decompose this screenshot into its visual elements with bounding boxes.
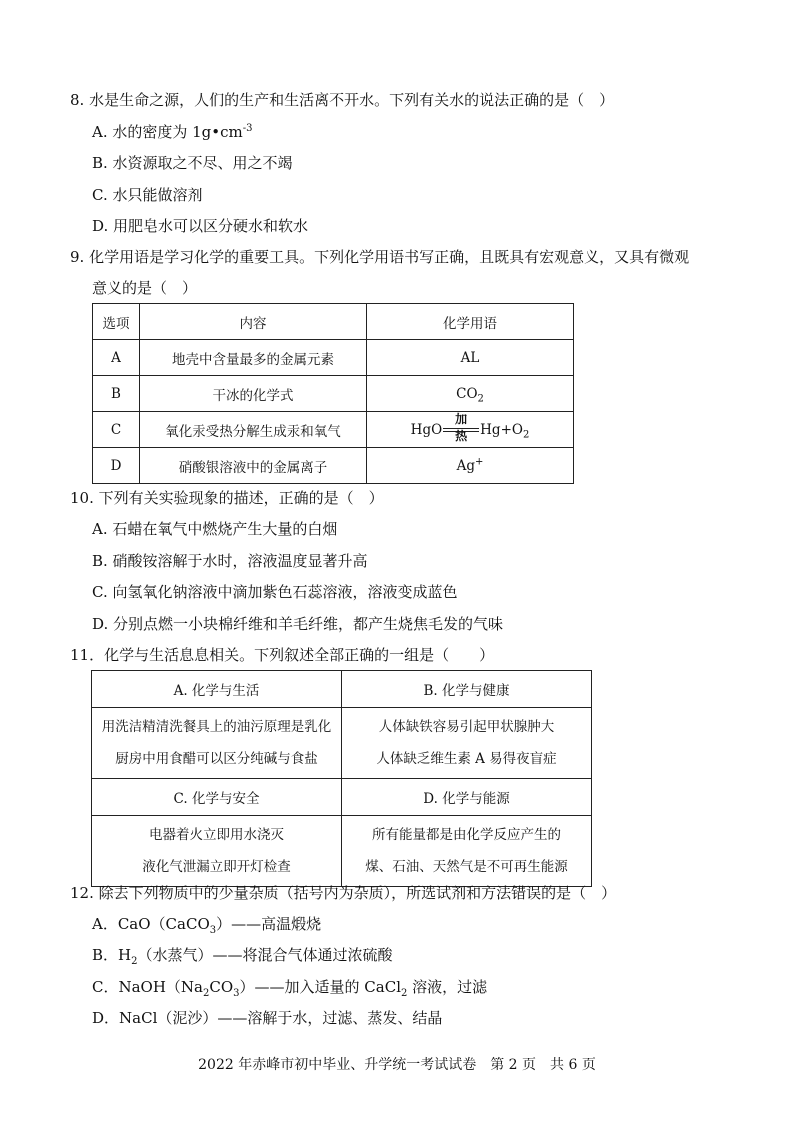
row-option: B [93,376,140,412]
row-content: 地壳中含量最多的金属元素 [140,340,367,376]
row-term: AL [367,340,574,376]
cell-body-c: 电器着火立即用水浇灭 液化气泄漏立即开灯检查 [92,816,342,887]
table-row [93,340,574,376]
cell-title-b: B. 化学与健康 [342,671,592,708]
q12-option-a: A．CaO（CaCO$_3$）——高温煅烧 [92,915,322,936]
q8-option-d: D. 用肥皂水可以区分硬水和软水 [92,217,309,235]
header-option: 选项 [93,304,140,340]
row-option: A [93,340,140,376]
row-option: D [93,448,140,484]
row-content: 氧化汞受热分解生成汞和氧气 [140,412,367,448]
row-content: 硝酸银溶液中的金属离子 [140,448,367,484]
row-term: HgO 加热 $Hg+O_2$ [367,412,574,448]
row-term: $CO_2$ [367,376,574,412]
table-row [93,376,574,412]
cell-body-d: 所有能量都是由化学反应产生的 煤、石油、天然气是不可再生能源 [342,816,592,887]
q9-table [92,303,574,484]
cell-title-a: A. 化学与生活 [92,671,342,708]
q8-option-a: A. 水的密度为 $1g•cm^{-3}$ [92,123,253,141]
cell-body-a: 用洗洁精清洗餐具上的油污原理是乳化 厨房中用食醋可以区分纯碱与食盐 [92,708,342,779]
row-option: C [93,412,140,448]
q10-option-d: D. 分别点燃一小块棉纤维和羊毛纤维，都产生烧焦毛发的气味 [92,615,504,633]
q8-stem: 8. 水是生命之源，人们的生产和生活离不开水。下列有关水的说法正确的是（ ） [70,91,615,109]
table-row [93,412,574,448]
q11-table [91,670,592,887]
q8-option-c: C. 水只能做溶剂 [92,186,203,204]
page-footer: 2022 年赤峰市初中毕业、升学统一考试试卷 第 2 页 共 6 页 [198,1057,596,1073]
equation-arrow: 加热 [442,422,480,438]
table-row [93,448,574,484]
q8-option-b: B. 水资源取之不尽、用之不竭 [92,154,293,172]
q10-stem: 10. 下列有关实验现象的描述，正确的是（ ） [70,489,384,507]
q12-option-d: D．NaCl（泥沙）——溶解于水，过滤、蒸发、结晶 [92,1009,443,1027]
q9-stem: 9. 化学用语是学习化学的重要工具。下列化学用语书写正确，且既具有宏观意义，又具有微观 [70,248,690,266]
row-term: Ag+ [367,448,574,484]
cell-title-d: D. 化学与能源 [342,779,592,816]
q10-option-a: A. 石蜡在氧气中燃烧产生大量的白烟 [92,520,338,538]
cell-title-c: C. 化学与安全 [92,779,342,816]
table-header-row [93,304,574,340]
header-term: 化学用语 [367,304,574,340]
q12-option-b: B．$H_2$（水蒸气）——将混合气体通过浓硫酸 [92,946,393,967]
q10-option-c: C. 向氢氧化钠溶液中滴加紫色石蕊溶液，溶液变成蓝色 [92,583,458,601]
row-content: 干冰的化学式 [140,376,367,412]
q12-option-c: C．$NaOH(Na_2CO_3)——$加入适量的 CaCl$_2$ 溶液，过滤 [92,978,488,999]
q10-option-b: B. 硝酸铵溶解于水时，溶液温度显著升高 [92,552,368,570]
cell-body-b: 人体缺铁容易引起甲状腺肿大 人体缺乏维生素 A 易得夜盲症 [342,708,592,779]
q11-stem: 11．化学与生活息息相关。下列叙述全部正确的一组是（ ） [70,646,495,664]
q12-stem: 12. 除去下列物质中的少量杂质（括号内为杂质），所选试剂和方法错误的是（ ） [70,884,617,902]
header-content: 内容 [140,304,367,340]
q9-stem-cont: 意义的是（ ） [92,279,198,297]
